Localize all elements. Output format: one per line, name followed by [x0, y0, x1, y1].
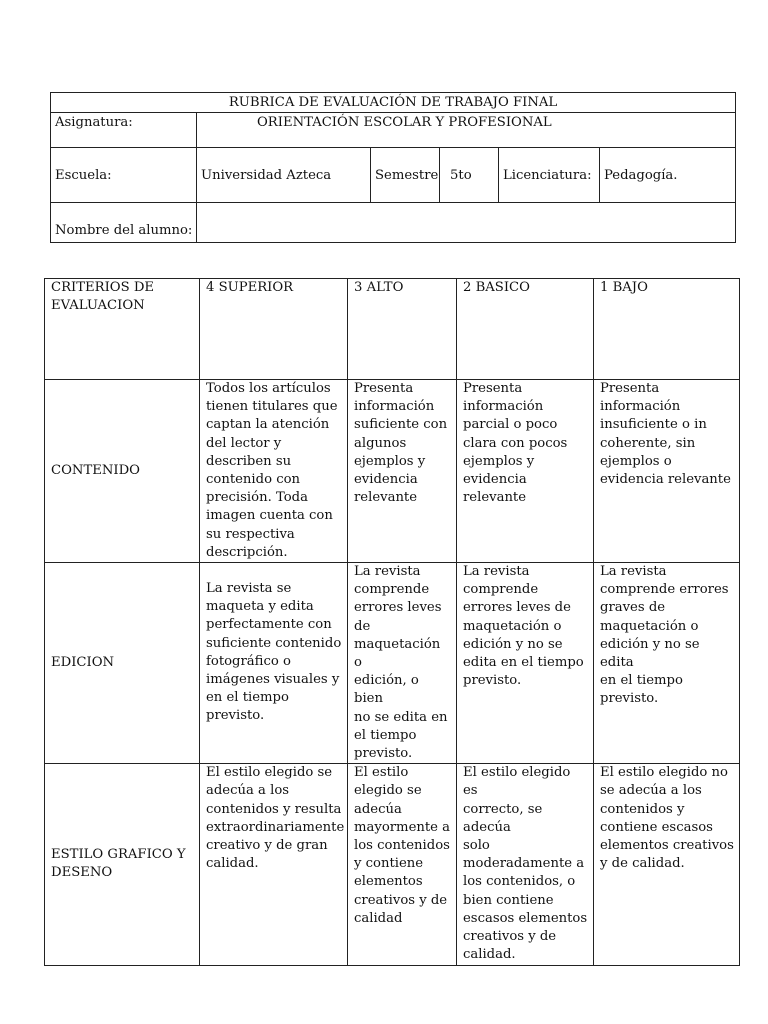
header-bajo: 1 BAJO [594, 279, 740, 380]
rubric-title: RUBRICA DE EVALUACIÓN DE TRABAJO FINAL [51, 93, 736, 113]
cell-edicion-basico: La revista comprende errores leves de maquetación o edición y no se edita en el tiempo previsto. [457, 563, 594, 764]
criterion-contenido: CONTENIDO [45, 380, 200, 563]
header-basico: 2 BASICO [457, 279, 594, 380]
asignatura-value: ORIENTACIÓN ESCOLAR Y PROFESIONAL [197, 113, 736, 148]
cell-estilo-superior: El estilo elegido se adecúa a los contenidos y resulta extraordinariamente creativo y de gran calidad. [200, 764, 348, 965]
escuela-value: Universidad Azteca [197, 148, 371, 203]
cell-estilo-bajo: El estilo elegido no se adecúa a los contenidos y contiene escasos elementos creativos y de calidad. [594, 764, 740, 965]
rubric-table [44, 278, 740, 966]
table-row [45, 764, 740, 965]
licenciatura-value: Pedagogía. [600, 148, 736, 203]
header-table [50, 92, 736, 243]
cell-contenido-bajo: Presenta información insuficiente o in coherente, sin ejemplos o evidencia relevante [594, 380, 740, 563]
header-superior: 4 SUPERIOR [200, 279, 348, 380]
semestre-value: 5to [440, 148, 499, 203]
cell-edicion-alto: La revista comprende errores leves de maquetación o edición, o bien no se edita en el tiempo previsto. [348, 563, 457, 764]
cell-contenido-superior: Todos los artículos tienen titulares que captan la atención del lector y describen su contenido con precisión. Toda imagen cuenta con su respectiva descripción. [200, 380, 348, 563]
cell-edicion-superior: La revista se maqueta y edita perfectamente con suficiente contenido fotográfico o imágenes visuales y en el tiempo previsto. [200, 563, 348, 764]
cell-estilo-alto: El estilo elegido se adecúa mayormente a los contenidos y contiene elementos creativos y de calidad [348, 764, 457, 965]
escuela-label: Escuela: [51, 148, 197, 203]
cell-contenido-basico: Presenta información parcial o poco clara con pocos ejemplos y evidencia relevante [457, 380, 594, 563]
header-alto: 3 ALTO [348, 279, 457, 380]
cell-estilo-basico: El estilo elegido es correcto, se adecúa solo moderadamente a los contenidos, o bien contiene escasos elementos creativos y de calidad. [457, 764, 594, 965]
table-row [45, 380, 740, 563]
table-row [45, 563, 740, 764]
criterion-estilo-grafico: ESTILO GRAFICO Y DESENO [45, 764, 200, 965]
licenciatura-label: Licenciatura: [499, 148, 600, 203]
header-criterios: CRITERIOS DE EVALUACION [45, 279, 200, 380]
table-header-row [45, 279, 740, 380]
criterion-edicion: EDICION [45, 563, 200, 764]
cell-edicion-bajo: La revista comprende errores graves de maquetación o edición y no se edita en el tiempo previsto. [594, 563, 740, 764]
cell-contenido-alto: Presenta información suficiente con algunos ejemplos y evidencia relevante [348, 380, 457, 563]
nombre-value-field [197, 203, 736, 243]
asignatura-label: Asignatura: [51, 113, 197, 148]
semestre-label: Semestre [371, 148, 440, 203]
nombre-label: Nombre del alumno: [51, 203, 197, 243]
